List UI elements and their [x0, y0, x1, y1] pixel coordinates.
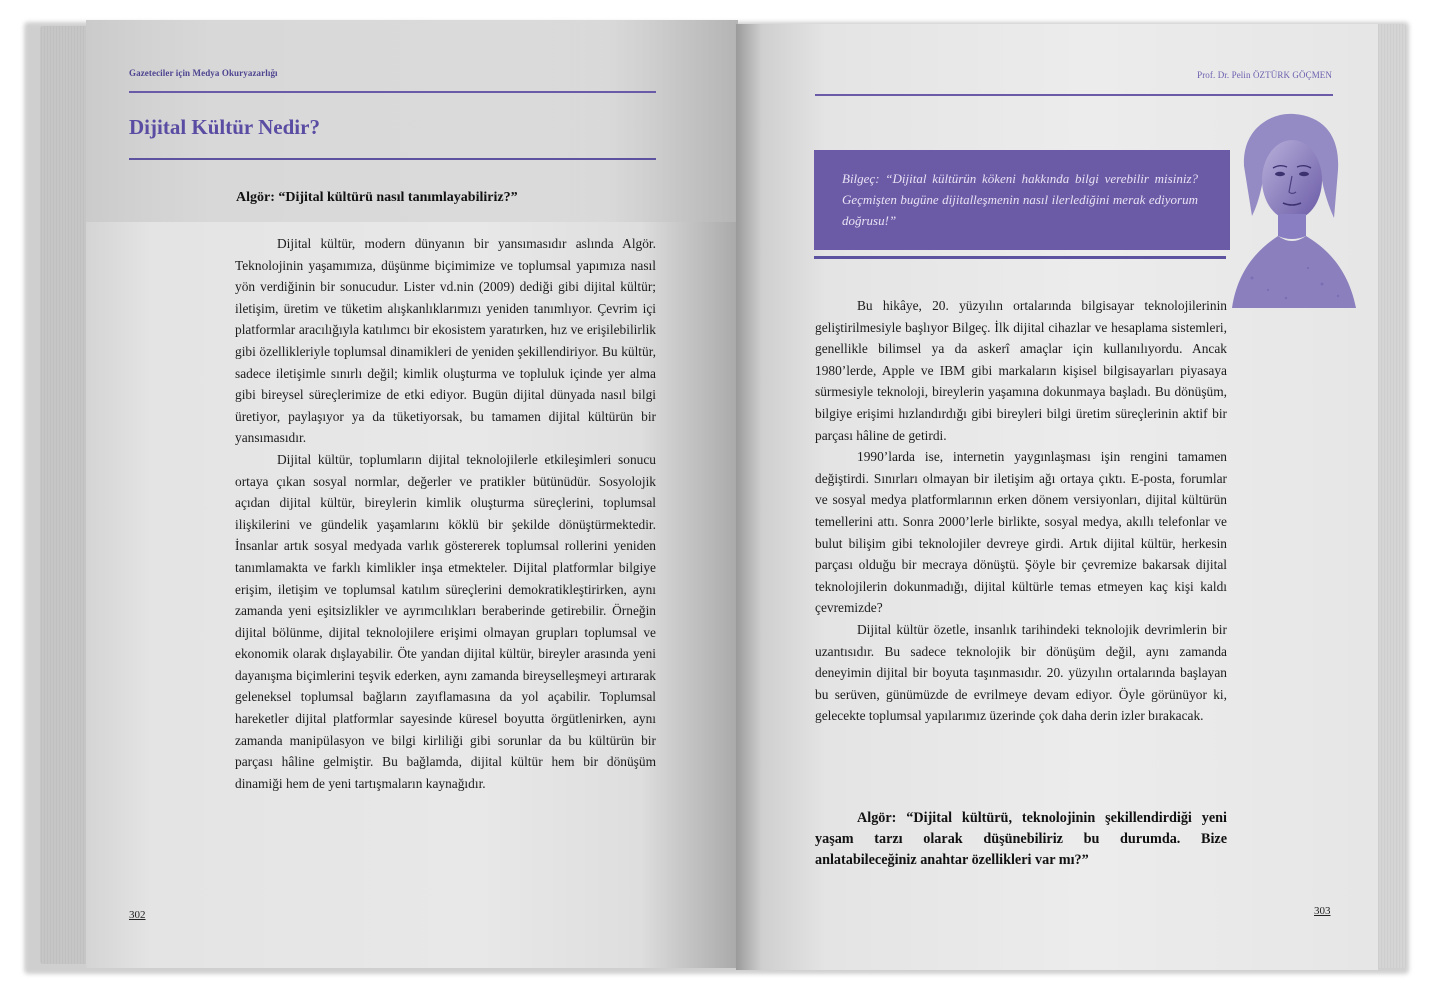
- header-rule: [129, 91, 656, 93]
- callout-rule: [814, 256, 1226, 259]
- paragraph: Dijital kültür, toplumların dijital teknolojilerle etkileşimleri sonucu ortaya çıkan sosyal normlar, değerler ve pratikler bütünüdür. Sosyolojik açıdan dijital kültür, bireylerin kimlik oluşturma süreçlerini, toplumsal ilişkilerini ve gündelik yaşamlarını köklü bir şekilde dönüştürmektedir. İnsanlar artık sosyal medyada varlık göstererek toplumsal rollerini yeniden tanımlamakta ve farklı kimlikler inşa etmekteler. Dijital platformlar bilgiye erişim, iletişim ve toplumsal katılım süreçlerini demokratikleştirirken, aynı zamanda yeni eşitsizlikler ve ayrımcılıkları beraberinde getirebilir. Örneğin dijital bölünme, dijital teknolojilere erişimi olmayan grupları toplumsal ve ekonomik olarak dışlayabilir. Öte yandan dijital kültür, bireyler arasında yeni dayanışma biçimlerini teşvik ederken, aynı zamanda bireyselleşmeyi artırarak geleneksel toplumsal bağların zayıflamasına da yol açabilir. Toplumsal hareketler dijital platformlar sayesinde küresel boyutta örgütlenirken, aynı zamanda manipülasyon ve bilgi kirliliği gibi sorunlar da bu kültürün bir parçası hâline gelmiştir. Bu bağlamda, dijital kültür hem bir dönüşüm dinamiği hem de yeni tartışmaların kaynağıdır.: [235, 451, 656, 791]
- page-number-left: 302: [129, 909, 146, 921]
- header-rule: [815, 94, 1333, 96]
- algor-question: Algör: “Dijital kültürü nasıl tanımlayabiliriz?”: [236, 190, 518, 205]
- paragraph: Bu hikâye, 20. yüzyılın ortalarında bilgisayar teknolojilerinin geliştirilmesiyle başlıyor Bilgeç. İlk dijital cihazlar ve hesaplama sistemleri, genellikle bilimsel ya da askerî amaçlar için kullanılıyordu. Ancak 1980’lerde, Apple ve IBM gibi markaların kişisel bilgisayarları piyasaya sürmesiyle teknoloji, bireylerin yaşamına dokunmaya başladı. Bu dönüşüm, bilgiye erişimi hızlandırdığı gibi bireyleri bilgi üretim süreçlerinin aktif bir parçası hâline de getirdi.: [815, 298, 1227, 443]
- running-head-left: Gazeteciler için Medya Okuryazarlığı: [129, 68, 278, 78]
- right-page: [736, 24, 1378, 970]
- paragraph: Dijital kültür, modern dünyanın bir yansımasıdır aslında Algör. Teknolojinin yaşamımıza, düşünme biçimimize ve toplumsal yapımıza nasıl yön verdiğinin bir sonucudur. Lister vd.nin (2009) dediği gibi dijital kültür; iletişim, üretim ve tüketim alışkanlıklarımızı yeniden tanımlıyor. Çevrim içi platformlar aracılığıyla katılımcı bir ekosistem yaratırken, hız ve erişilebilirlik gibi özellikleriyle toplumsal dinamikleri de yeniden şekillendiriyor. Bu kültür, sadece iletişimle sınırlı değil; kimlik oluşturma ve topluluk içinde yer alma gibi bireysel süreçlerimize de etki ediyor. Bugün dijital dünyada nasıl bilgi üretiyor, paylaşıyor ya da tüketiyorsak, bu tamamen dijital kültürün bir yansımasıdır.: [235, 236, 656, 446]
- left-page: [86, 20, 738, 968]
- callout-text: Bilgeç: “Dijital kültürün kökeni hakkında bilgi verebilir misiniz? Geçmişten bugüne dijitalleşmenin nasıl ilerlediğini merak ediyorum doğrusu!”: [842, 171, 1198, 228]
- left-page-edges: [40, 26, 88, 964]
- page-number-right: 303: [1314, 905, 1331, 917]
- right-body-text: [815, 295, 1227, 727]
- paragraph: Dijital kültür özetle, insanlık tarihindeki teknolojik devrimlerin bir uzantısıdır. Bu sadece teknolojik bir dönüşüm değil, aynı zamanda deneyimin dijital bir boyuta taşınmasıdır. 20. yüzyılın ortalarında başlayan bu serüven, günümüzde de evrilmeye devam ediyor. Öyle görünüyor ki, gelecekte toplumsal yapılarımız üzerinde çok daha derin izler bırakacak.: [815, 621, 1227, 724]
- bilgec-callout: [814, 150, 1230, 250]
- bust-portrait-image: [1222, 108, 1362, 308]
- title-rule: [129, 158, 656, 160]
- running-head-right: Prof. Dr. Pelin ÖZTÜRK GÖÇMEN: [1197, 70, 1332, 80]
- paragraph: 1990’larda ise, internetin yaygınlaşması işin rengini tamamen değiştirdi. Sınırları olmayan bir iletişim ağı ortaya çıktı. E-posta, forumlar ve sosyal medya platformlarının erken dönem versiyonları, dijital kültürün temellerini attı. Sonra 2000’lerle birlikte, sosyal medya, akıllı telefonlar ve bulut bilişim gibi teknolojiler devreye girdi. Artık dijital kültür, herkesin parçası olduğu bir mecraya dönüştü. Şöyle bir çevremize bakarsak dijital teknolojilerin dokunmadığı, dijital kültürle temas etmeyen kaç kişi kaldı çevremizde?: [815, 449, 1227, 616]
- left-body-text: [235, 233, 656, 794]
- chapter-title: Dijital Kültür Nedir?: [129, 115, 320, 139]
- algor-question-2: Algör: “Dijital kültürü, teknolojinin şekillendirdiği yeni yaşam tarzı olarak düşünebiliriz bu durumda. Bize anlatabileceğiniz anahtar özellikleri var mı?”: [815, 810, 1227, 868]
